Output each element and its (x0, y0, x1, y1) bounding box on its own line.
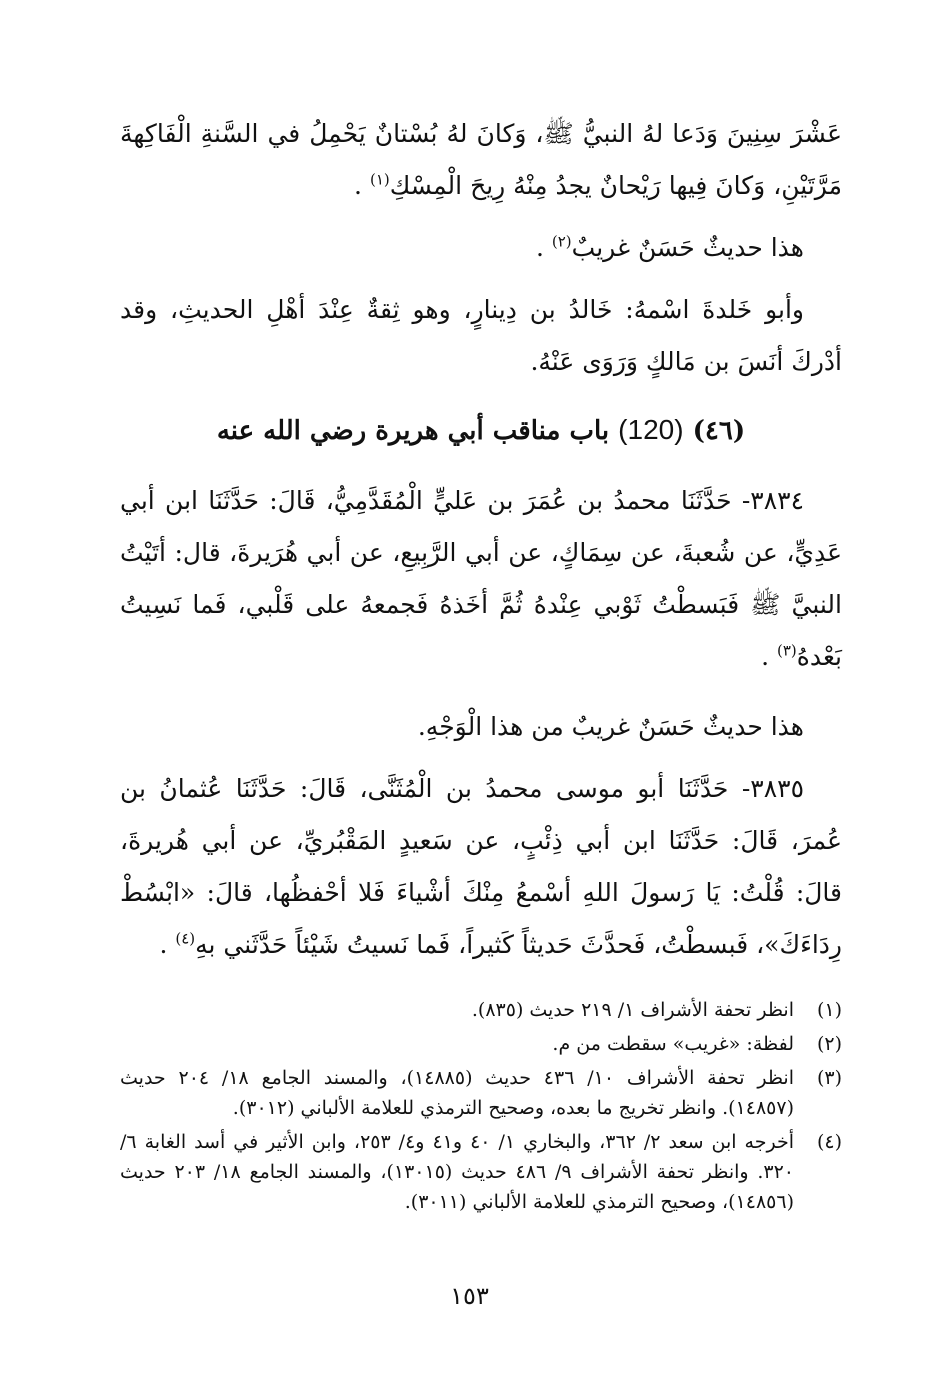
paragraph-text: ٣٨٣٥- حَدَّثَنَا أبو موسى محمدُ بن الْمُثَنَّى، قَالَ: حَدَّثَنَا عُثمانُ بن عُمرَ، قَالَ: حَدَّثَنَا ابن أبي ذِئْبٍ، عن سَعيدٍ المَقْبُريِّ، عن أبي هُريرةَ، قالَ: قُلْتُ: يَا رَسولَ اللهِ أسْمعُ مِنْكَ أشْياءَ فَلا أحْفظُها، قالَ: «ابْسُطْ رِدَاءَكَ»، فَبسطْتُ، فَحدَّثَ حَديثاً كَثيراً، فَما نَسيتُ شَيْئاً حَدَّثَني بهِ (120, 774, 842, 959)
paragraph-hadith-end (120, 108, 842, 212)
paragraph-text: هذا حديثٌ حَسَنٌ غريبٌ (571, 233, 804, 262)
chapter-number-arabic: (٤٦) (692, 416, 746, 446)
footnote-mark: (٤) (816, 1131, 842, 1153)
footnote-ref: (٢) (551, 232, 572, 251)
punctuation: . (159, 930, 176, 959)
footnote-item (120, 1029, 842, 1059)
paragraph-hadith-3834 (120, 475, 842, 683)
punctuation: . (535, 233, 552, 262)
punctuation: . (761, 642, 777, 671)
footnote-mark: (١) (816, 999, 842, 1021)
paragraph-text: ٣٨٣٤- حَدَّثَنَا محمدُ بن عُمَرَ بن عَليٍّ الْمُقَدَّمِيُّ، قَالَ: حَدَّثَنَا ابن أبي عَدِيٍّ، عن شُعبةَ، عن سِمَاكٍ، عن أبي الرَّبِيعِ، عن أبي هُرَيرةَ، قال: أتَيْتُ النبيَّ ﷺ فَبَسطْتُ ثَوْبي عِنْدهُ ثُمَّ أخَذهُ فَجمعهُ على قَلْبي، فَما نَسِيتُ بَعْدهُ (120, 486, 842, 671)
footnote-text: انظر تحفة الأشراف ١٠/ ٤٣٦ حديث (١٤٨٨٥)، والمسند الجامع ١٨/ ٢٠٤ حديث (١٤٨٥٧). وانظر تخريج ما بعده، وصحيح الترمذي للعلامة الألباني (٣٠١٢). (120, 1067, 794, 1119)
chapter-heading (120, 404, 842, 457)
footnote-text: لفظة: «غريب» سقطت من م. (552, 1033, 794, 1055)
footnote-ref: (١) (369, 170, 390, 189)
footnote-mark: (٣) (816, 1067, 842, 1089)
page-number: ١٥٣ (450, 1282, 489, 1310)
footnote-item (120, 1127, 842, 1217)
chapter-title: باب مناقب أبي هريرة رضي الله عنه (216, 416, 610, 446)
paragraph-hadith-3835 (120, 763, 842, 971)
footnote-item (120, 1063, 842, 1123)
chapter-number-latin: (120) (618, 414, 684, 445)
paragraph-grading-2: هذا حديثٌ حَسَنٌ غريبٌ من هذا الْوَجْهِ. (417, 712, 804, 741)
footnote-item (120, 995, 842, 1025)
footnote-ref: (٣) (776, 641, 797, 660)
paragraph-text: عَشْرَ سِنِينَ وَدَعا لهُ النبيُّ ﷺ، وَكانَ لهُ بُسْتانٌ يَحْمِلُ في السَّنةِ الْفَاكِهةَ مَرَّتَيْنِ، وَكانَ فِيها رَيْحانٌ يجدُ مِنْهُ رِيحَ الْمِسْكِ (120, 119, 842, 200)
footnote-text: انظر تحفة الأشراف ١/ ٢١٩ حديث (٨٣٥). (471, 999, 794, 1021)
footnote-ref: (٤) (175, 929, 196, 948)
footnote-mark: (٢) (816, 1033, 842, 1055)
paragraph-narrator-note: وأبو خَلدةَ اسْمهُ: خَالدُ بن دِينارٍ، وهو ثِقةٌ عِنْدَ أهْلِ الحديثِ، وقد أدْركَ أنَسَ بن مَالكٍ وَرَوَى عَنْهُ. (120, 295, 842, 376)
punctuation: . (354, 171, 370, 200)
footnote-text: أخرجه ابن سعد ٢/ ٣٦٢، والبخاري ١/ ٤٠ و٤١ و٤/ ٢٥٣، وابن الأثير في أسد الغابة ٦/ ٣٢٠. وانظر تحفة الأشراف ٩/ ٤٨٦ حديث (١٣٠١٥)، والمسند الجامع ١٨/ ٢٠٣ حديث (١٤٨٥٦)، وصحيح الترمذي للعلامة الألباني (٣٠١١). (120, 1131, 795, 1213)
page-content (120, 108, 842, 1221)
paragraph-grading (120, 222, 842, 274)
footnotes (120, 995, 842, 1217)
